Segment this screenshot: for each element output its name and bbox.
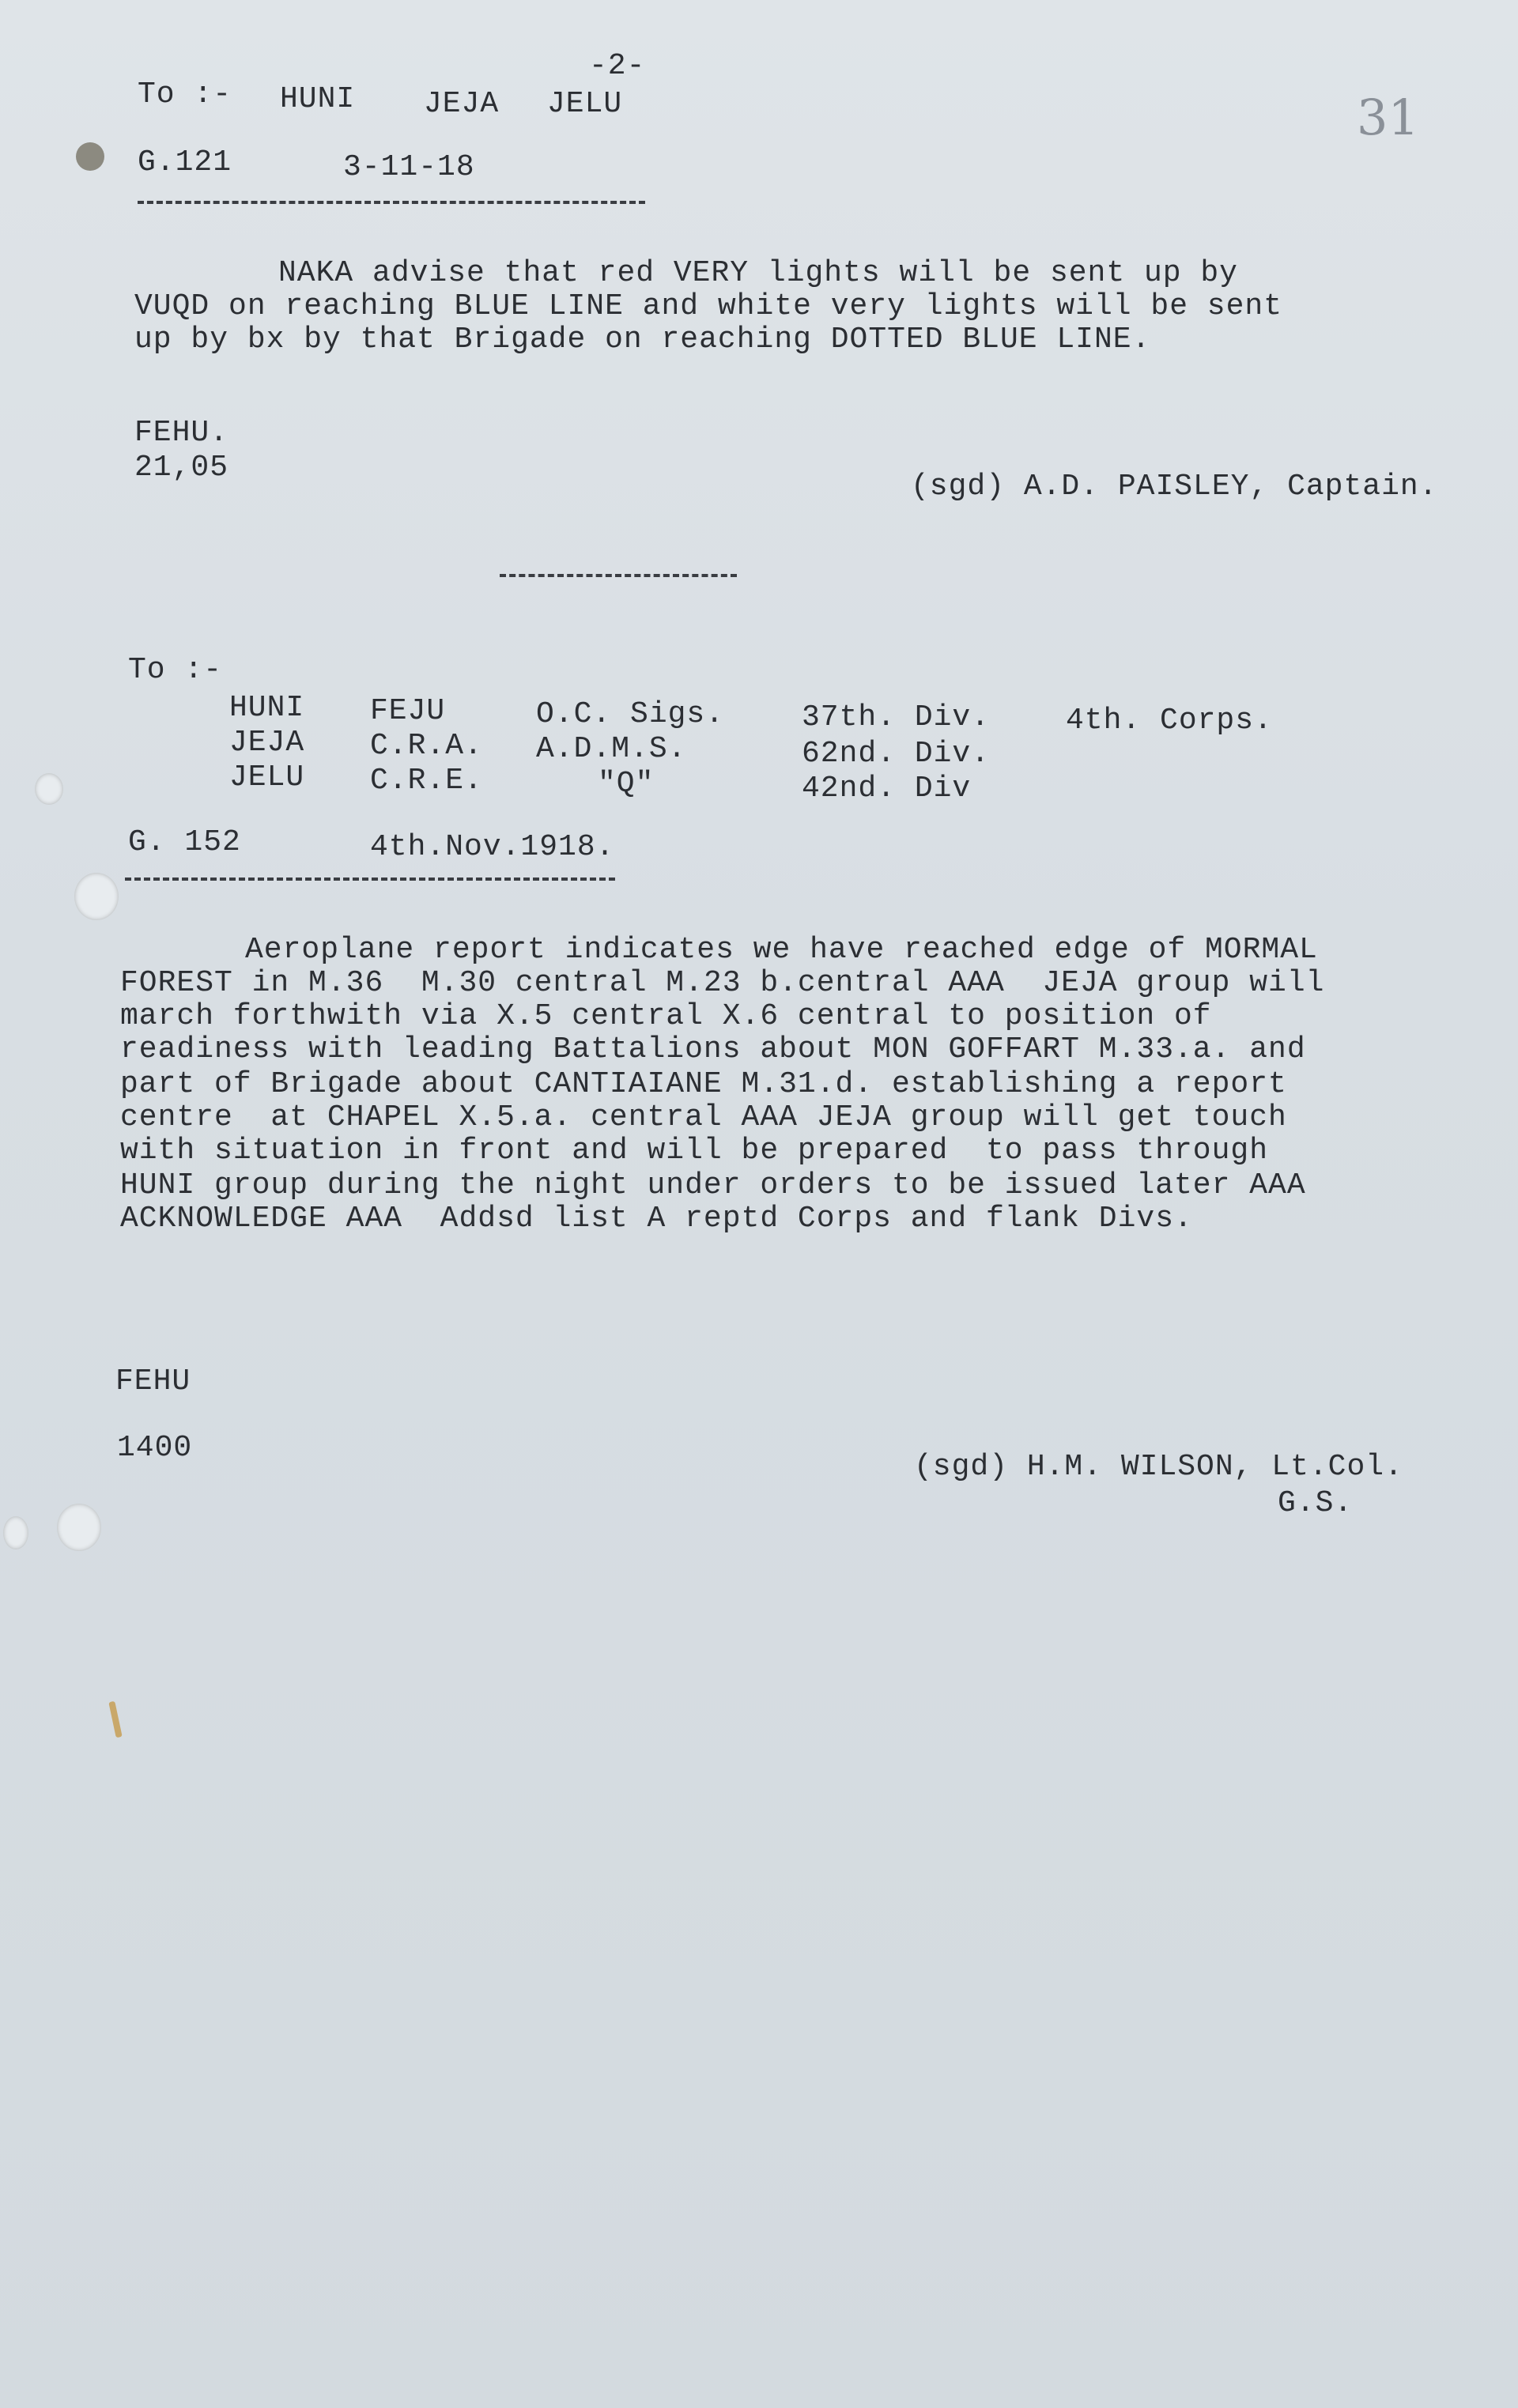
punch-hole — [35, 773, 63, 805]
punch-hole — [3, 1516, 28, 1549]
msg2-addressee: "Q" — [598, 767, 655, 801]
msg2-ref: G. 152 — [128, 825, 241, 859]
msg1-body-line: VUQD on reaching BLUE LINE and white very lights will be sent — [134, 289, 1283, 323]
msg2-addressee: 37th. Div. — [802, 700, 991, 734]
msg1-rule — [138, 201, 645, 204]
msg1-addressee: JELU — [547, 87, 623, 121]
msg2-addressee: FEJU — [370, 694, 446, 728]
msg2-addressee: 42nd. Div — [802, 772, 972, 806]
msg1-to-label: To :- — [138, 77, 232, 111]
msg2-rule — [125, 878, 615, 881]
msg2-body-line: Aeroplane report indicates we have reached edge of MORMAL — [245, 933, 1318, 967]
msg2-body-line: centre at CHAPEL X.5.a. central AAA JEJA group will get touch — [120, 1100, 1287, 1134]
msg2-body-line: FOREST in M.36 M.30 central M.23 b.central AAA JEJA group will — [120, 966, 1325, 1000]
msg2-addressee: O.C. Sigs. — [536, 697, 725, 731]
msg1-signature: (sgd) A.D. PAISLEY, Captain. — [911, 470, 1438, 504]
msg1-time: 21,05 — [134, 451, 229, 485]
msg2-addressee: A.D.M.S. — [536, 732, 687, 766]
msg2-time: 1400 — [117, 1431, 193, 1465]
msg2-signature-title: G.S. — [1278, 1486, 1354, 1520]
msg1-from: FEHU. — [134, 416, 229, 450]
msg2-body-line: ACKNOWLEDGE AAA Addsd list A reptd Corps and flank Divs. — [120, 1202, 1193, 1236]
page-number: -2- — [589, 49, 646, 83]
msg2-addressee: JEJA — [229, 726, 305, 760]
folio-number: 31 — [1357, 89, 1419, 146]
msg1-addressee: HUNI — [280, 82, 356, 116]
msg2-to-label: To :- — [128, 653, 223, 687]
msg2-body-line: readiness with leading Battalions about MON GOFFART M.33.a. and — [120, 1032, 1306, 1066]
msg1-addressee: JEJA — [424, 87, 500, 121]
section-divider — [500, 574, 737, 577]
pin-mark — [76, 142, 104, 171]
punch-hole — [57, 1504, 101, 1551]
msg1-ref: G.121 — [138, 145, 232, 179]
msg2-from: FEHU — [115, 1364, 191, 1398]
msg1-date: 3-11-18 — [343, 150, 475, 184]
msg2-addressee: 4th. Corps. — [1066, 704, 1273, 738]
msg2-date: 4th.Nov.1918. — [370, 830, 615, 864]
msg2-addressee: JELU — [229, 761, 305, 794]
msg2-body-line: part of Brigade about CANTIAIANE M.31.d. establishing a report — [120, 1067, 1287, 1101]
msg2-addressee: C.R.A. — [370, 729, 483, 763]
msg2-body-line: HUNI group during the night under orders to be issued later AAA — [120, 1168, 1306, 1202]
punch-hole — [74, 873, 119, 920]
msg2-addressee: HUNI — [229, 691, 305, 725]
msg2-addressee: C.R.E. — [370, 764, 483, 798]
msg2-signature: (sgd) H.M. WILSON, Lt.Col. — [914, 1450, 1403, 1484]
rust-mark — [108, 1701, 122, 1738]
msg1-body-line: NAKA advise that red VERY lights will be sent up by — [278, 256, 1238, 290]
msg2-addressee: 62nd. Div. — [802, 737, 991, 771]
msg1-body-line: up by bx by that Brigade on reaching DOTTED BLUE LINE. — [134, 323, 1151, 357]
msg2-body-line: with situation in front and will be prepared to pass through — [120, 1134, 1269, 1168]
msg2-body-line: march forthwith via X.5 central X.6 central to position of — [120, 999, 1212, 1033]
